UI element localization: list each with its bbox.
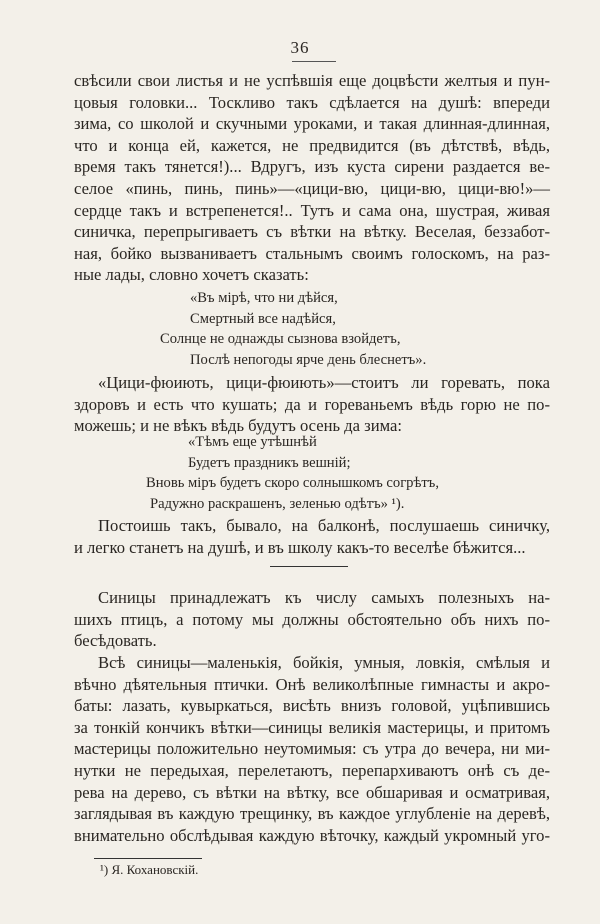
paragraph-2 — [74, 372, 550, 437]
verse-line: «Тѣмъ еще утѣшнѣй — [188, 434, 317, 450]
paragraph-3 — [74, 515, 550, 558]
paragraph-4 — [74, 587, 550, 652]
text-line: бесѣдовать. — [74, 631, 157, 651]
text-line: что и конца ей, кажется, не предвидится (въ дѣтствѣ, вѣдь, — [74, 135, 550, 155]
text-line: Всѣ синицы—маленькія, бойкія, умныя, ловкія, смѣлыя и — [98, 653, 550, 672]
text-line: ная, бойко вызваниваетъ стальнымъ своимъ голоскомъ, на раз- — [74, 243, 550, 263]
footnote-text: Я. Кохановскій. — [111, 862, 199, 877]
text-line: «Цици-фюиють, цици-фюиють»—стоитъ ли горевать, пока — [98, 373, 550, 392]
footnote — [100, 862, 198, 878]
verse-line: Смертный все надѣйся, — [190, 310, 336, 327]
verse-line: Солнце не однажды сызнова взойдетъ, — [160, 331, 401, 347]
text-line: сердце такъ и встрепенется!.. Тутъ и сама она, шустрая, живая — [74, 200, 550, 220]
text-line: нутки не передыхая, перелетаютъ, перепархиваютъ онѣ съ де- — [74, 760, 550, 780]
text-line: зима, со школой и скучными уроками, и такая длинная-длинная, — [74, 114, 550, 134]
text-line: селое «пинь, пинь, пинь»—«цици-вю, цици-вю, цици-вю!»— — [74, 178, 550, 198]
text-line: баты: лазать, кувыркаться, висѣть внизъ головой, уцѣпившись — [74, 696, 550, 716]
paragraph-5 — [74, 652, 550, 846]
text-line: ные лады, словно хочетъ сказать: — [74, 265, 309, 285]
verse-line: Радужно раскрашенъ, зеленью одѣтъ» ¹). — [150, 495, 405, 512]
text-line: свѣсили свои листья и не успѣвшія еще доцвѣсти желтыя и пун- — [74, 71, 550, 90]
text-line: синичка, перепрыгиваетъ съ вѣтки на вѣтку. Веселая, беззабот- — [74, 222, 550, 242]
text-line: заглядывая въ каждую трещинку, въ каждое углубленіе на деревѣ, — [74, 804, 550, 824]
text-line: Синицы принадлежатъ къ числу самыхъ полезныхъ на- — [98, 588, 550, 607]
page-number: 36 — [290, 38, 310, 57]
text-line: вѣчно дѣятельныя птички. Онѣ великолѣпные гимнасты и акро- — [74, 674, 550, 694]
text-line: и легко станетъ на душѣ, и въ школу какъ-то веселѣе бѣжится... — [74, 537, 526, 557]
verse-1 — [160, 288, 430, 370]
verse-line: «Въ мірѣ, что ни дѣйся, — [190, 290, 338, 306]
section-separator — [270, 566, 348, 567]
text-line: здоровъ и есть что кушать; да и гореваньемъ вѣдь горю не по- — [74, 394, 550, 414]
text-line: за тонкій кончикъ вѣтки—синицы великія мастерицы, и притомъ — [74, 717, 550, 737]
verse-line: Вновь міръ будетъ скоро солнышкомъ согрѣтъ, — [146, 475, 439, 491]
verse-2 — [146, 432, 470, 514]
text-line: мастерицы положительно неутомимыя: съ утра до вечера, ни ми- — [74, 739, 550, 759]
footnote-mark: ¹) — [100, 862, 109, 877]
text-line: Постоишь такъ, бывало, на балконѣ, послушаешь синичку, — [98, 516, 550, 535]
paragraph-1 — [74, 70, 550, 286]
verse-line: Будетъ праздникъ вешній; — [188, 454, 351, 471]
text-line: можешь; и не вѣкъ вѣдь будутъ осень да зима: — [74, 416, 402, 436]
text-line: шихъ птицъ, а потому мы должны обстоятельно объ нихъ по- — [74, 609, 550, 629]
text-line: время такъ тянется!)... Вдругъ, изъ куста сирени раздается ве- — [74, 157, 550, 177]
verse-line: Послѣ непогоды ярче день блеснетъ». — [190, 351, 427, 368]
footnote-rule — [94, 858, 202, 859]
text-line: цовыя головки... Тоскливо такъ сдѣлается на душѣ: впереди — [74, 92, 550, 112]
page-number-rule — [292, 61, 336, 62]
text-line: внимательно обслѣдывая каждую вѣточку, каждый укромный уго- — [74, 825, 550, 845]
text-line: рева на дерево, съ вѣтки на вѣтку, все обшаривая и осматривая, — [74, 782, 550, 802]
